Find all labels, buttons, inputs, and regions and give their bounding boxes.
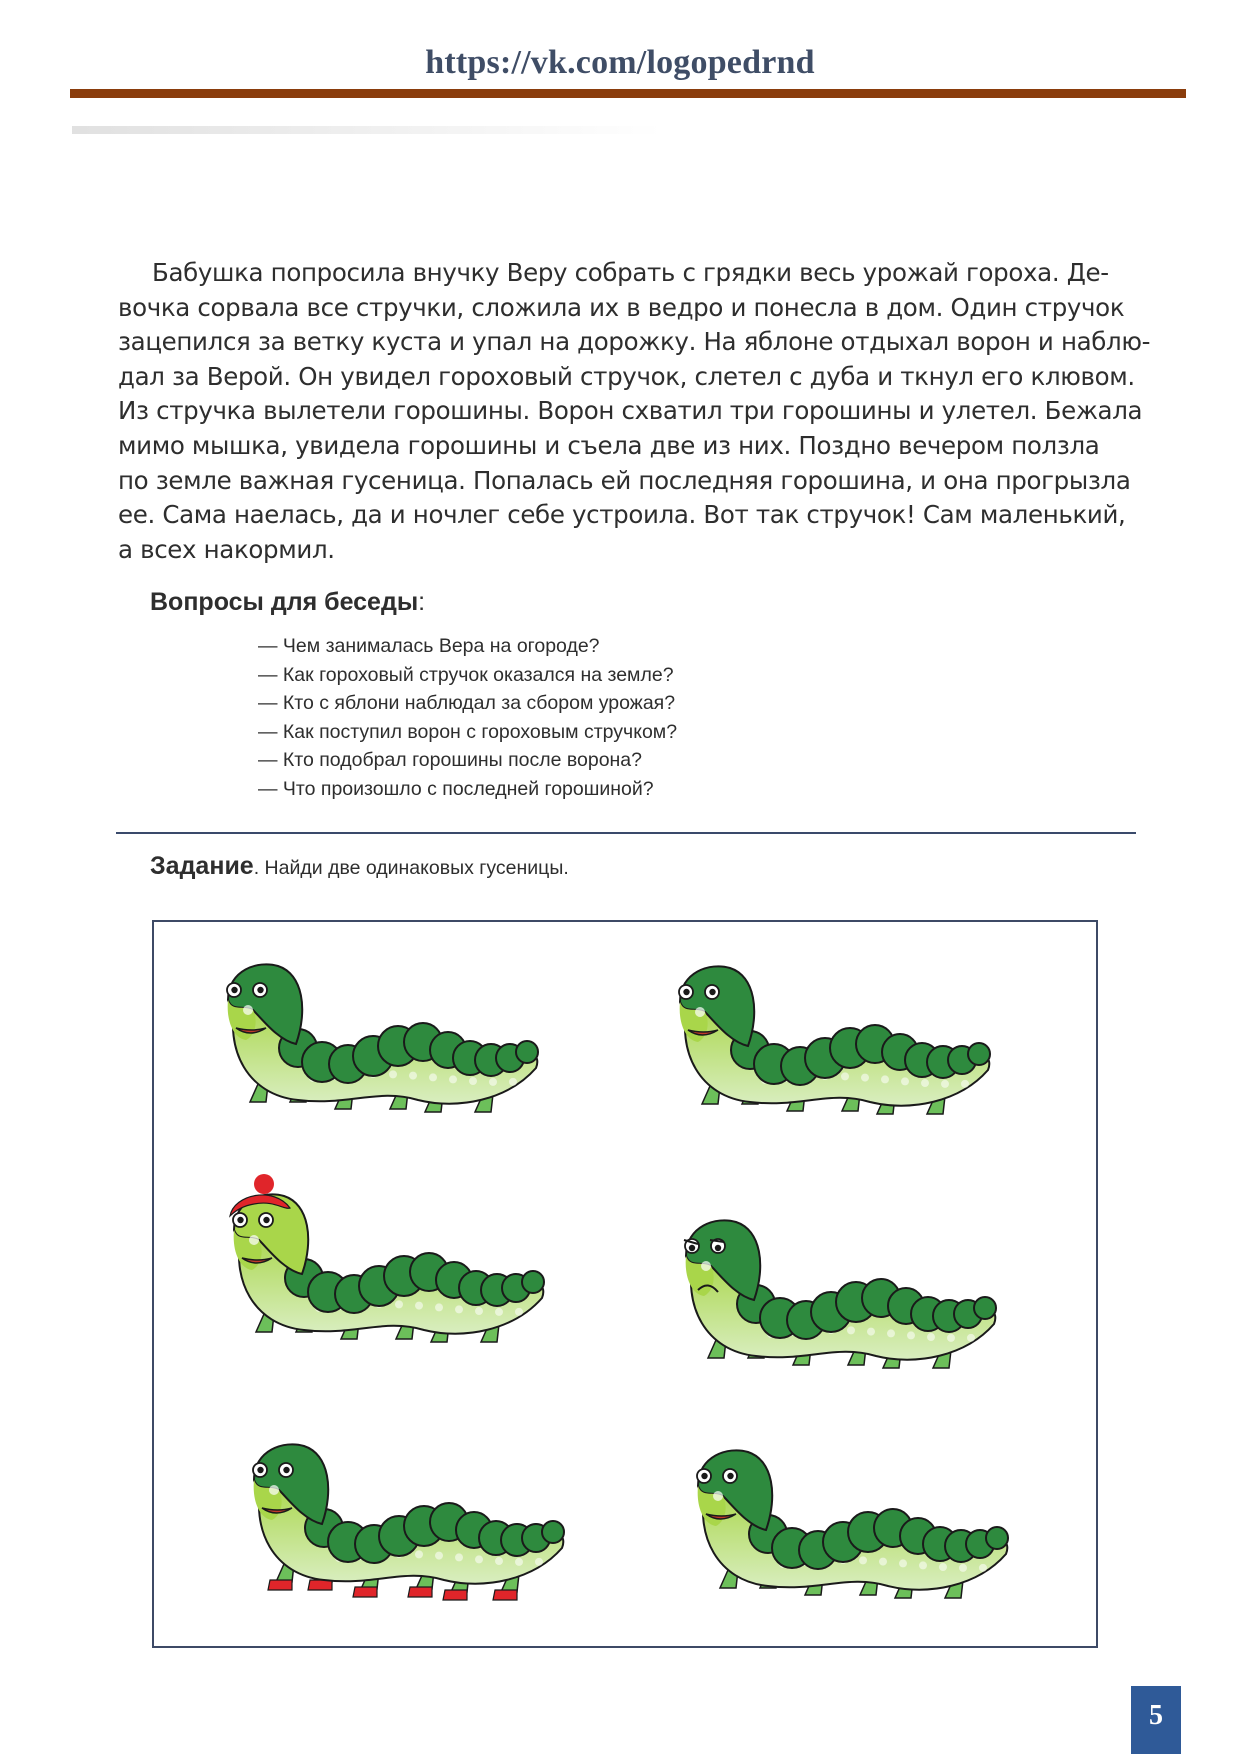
hat-pompom: [254, 1174, 274, 1194]
caterpillar-illustration: [244, 1440, 574, 1620]
nose-highlight: [249, 1235, 259, 1245]
belly-spot: [415, 1302, 423, 1310]
belly-spot: [429, 1073, 437, 1081]
story-line: зацепился за ветку куста и упал на дорожку. На яблоне отдыхал ворон и наблю-: [118, 327, 1151, 357]
pupil: [701, 1473, 707, 1479]
task-text: . Найди две одинаковых гусеницы.: [253, 857, 569, 879]
pupil: [257, 1467, 263, 1473]
question-item: — Что произошло с последней горошиной?: [258, 777, 654, 800]
boot: [353, 1587, 377, 1597]
belly-spot: [967, 1334, 975, 1342]
belly-spot: [859, 1556, 867, 1564]
story-line: ее. Сама наелась, да и ночлег себе устроила. Вот так стручок! Сам маленький,: [118, 500, 1126, 530]
boot: [493, 1590, 517, 1600]
belly-spot: [881, 1075, 889, 1083]
belly-spot: [515, 1308, 523, 1316]
nose-highlight: [269, 1485, 279, 1495]
belly-spot: [899, 1559, 907, 1567]
back-segment: [522, 1271, 544, 1293]
questions-heading-colon: :: [418, 588, 426, 616]
question-item: — Как поступил ворон с гороховым стручком?: [258, 720, 678, 743]
caterpillar-top-left[interactable]: [218, 960, 548, 1140]
task-label: Задание: [150, 852, 254, 880]
story-line: по земле важная гусеница. Попалась ей последняя горошина, и она прогрызла: [118, 465, 1131, 495]
belly-spot: [449, 1075, 457, 1083]
story-line: мимо мышка, увидела горошины и съела две из них. Поздно вечером ползла: [118, 430, 1100, 460]
belly-spot: [455, 1553, 463, 1561]
caterpillar-illustration: [218, 960, 548, 1140]
belly-spot: [941, 1080, 949, 1088]
caterpillar-bottom-right[interactable]: [688, 1446, 1018, 1626]
question-item: — Чем занималась Вера на огороде?: [258, 635, 600, 657]
belly-spot: [979, 1564, 987, 1572]
caterpillar-illustration: [688, 1446, 1018, 1626]
header-rule: [70, 89, 1186, 98]
belly-spot: [515, 1558, 523, 1566]
back-segment: [986, 1527, 1008, 1549]
belly-spot: [959, 1564, 967, 1572]
questions-list: [258, 632, 677, 804]
question-item: — Как гороховый стручок оказался на земле?: [258, 663, 674, 686]
scan-artifact: [72, 126, 662, 134]
boot: [268, 1580, 292, 1590]
section-divider: [116, 832, 1136, 834]
caterpillar-illustration: [670, 962, 1000, 1142]
story-line: дал за Верой. Он увидел гороховый стручок, слетел с дуба и ткнул его клювом.: [118, 361, 1135, 391]
boot: [308, 1580, 332, 1590]
belly-spot: [887, 1329, 895, 1337]
belly-spot: [495, 1308, 503, 1316]
pupil: [683, 989, 689, 995]
back-segment: [968, 1043, 990, 1065]
caterpillar-middle-left[interactable]: [224, 1190, 554, 1370]
story-line: вочка сорвала все стручки, сложила их в ведро и понесла в дом. Один стручок: [118, 292, 1125, 322]
nose-highlight: [701, 1261, 711, 1271]
caterpillar-top-right[interactable]: [670, 962, 1000, 1142]
questions-heading: [150, 588, 425, 617]
belly-spot: [435, 1303, 443, 1311]
nose-highlight: [243, 1005, 253, 1015]
back-segment: [542, 1521, 564, 1543]
belly-spot: [879, 1558, 887, 1566]
pupil: [257, 987, 263, 993]
belly-spot: [489, 1078, 497, 1086]
caterpillar-bottom-left[interactable]: [244, 1440, 574, 1620]
story-text: [118, 256, 1151, 567]
belly-spot: [901, 1077, 909, 1085]
questions-heading-text: Вопросы для беседы: [150, 588, 419, 616]
back-segment: [516, 1041, 538, 1063]
belly-spot: [921, 1079, 929, 1087]
belly-spot: [475, 1307, 483, 1315]
pupil: [283, 1467, 289, 1473]
task-instruction: [150, 852, 569, 881]
pupil: [727, 1473, 733, 1479]
page-number: 5: [1131, 1686, 1181, 1754]
belly-spot: [947, 1334, 955, 1342]
belly-spot: [469, 1077, 477, 1085]
pupil: [715, 1245, 721, 1251]
belly-spot: [455, 1305, 463, 1313]
belly-spot: [475, 1555, 483, 1563]
pupil: [231, 987, 237, 993]
belly-spot: [535, 1558, 543, 1566]
question-item: — Кто с яблони наблюдал за сбором урожая?: [258, 692, 676, 715]
story-line: Бабушка попросила внучку Веру собрать с грядки весь урожай гороха. Де-: [152, 258, 1109, 287]
caterpillar-middle-right[interactable]: [676, 1216, 1006, 1396]
story-line: а всех накормил.: [118, 534, 335, 564]
header-url[interactable]: https://vk.com/logopedrnd: [425, 44, 815, 81]
belly-spot: [395, 1300, 403, 1308]
boot: [408, 1587, 432, 1597]
pupil: [689, 1245, 695, 1251]
belly-spot: [409, 1072, 417, 1080]
pupil: [709, 989, 715, 995]
belly-spot: [961, 1080, 969, 1088]
boot: [443, 1590, 467, 1600]
belly-spot: [415, 1550, 423, 1558]
belly-spot: [435, 1552, 443, 1560]
caterpillar-illustration: [224, 1190, 554, 1370]
belly-spot: [509, 1078, 517, 1086]
belly-spot: [927, 1333, 935, 1341]
belly-spot: [841, 1072, 849, 1080]
story-line: Из стручка вылетели горошины. Ворон схватил три горошины и улетел. Бежала: [118, 396, 1143, 426]
back-segment: [974, 1297, 996, 1319]
caterpillar-illustration: [676, 1216, 1006, 1396]
question-item: — Кто подобрал горошины после ворона?: [258, 749, 642, 772]
belly-spot: [939, 1563, 947, 1571]
pupil: [237, 1217, 243, 1223]
belly-spot: [867, 1328, 875, 1336]
belly-spot: [861, 1074, 869, 1082]
pupil: [263, 1217, 269, 1223]
belly-spot: [389, 1070, 397, 1078]
belly-spot: [495, 1557, 503, 1565]
belly-spot: [919, 1561, 927, 1569]
nose-highlight: [713, 1491, 723, 1501]
belly-spot: [847, 1326, 855, 1334]
belly-spot: [907, 1331, 915, 1339]
nose-highlight: [695, 1007, 705, 1017]
